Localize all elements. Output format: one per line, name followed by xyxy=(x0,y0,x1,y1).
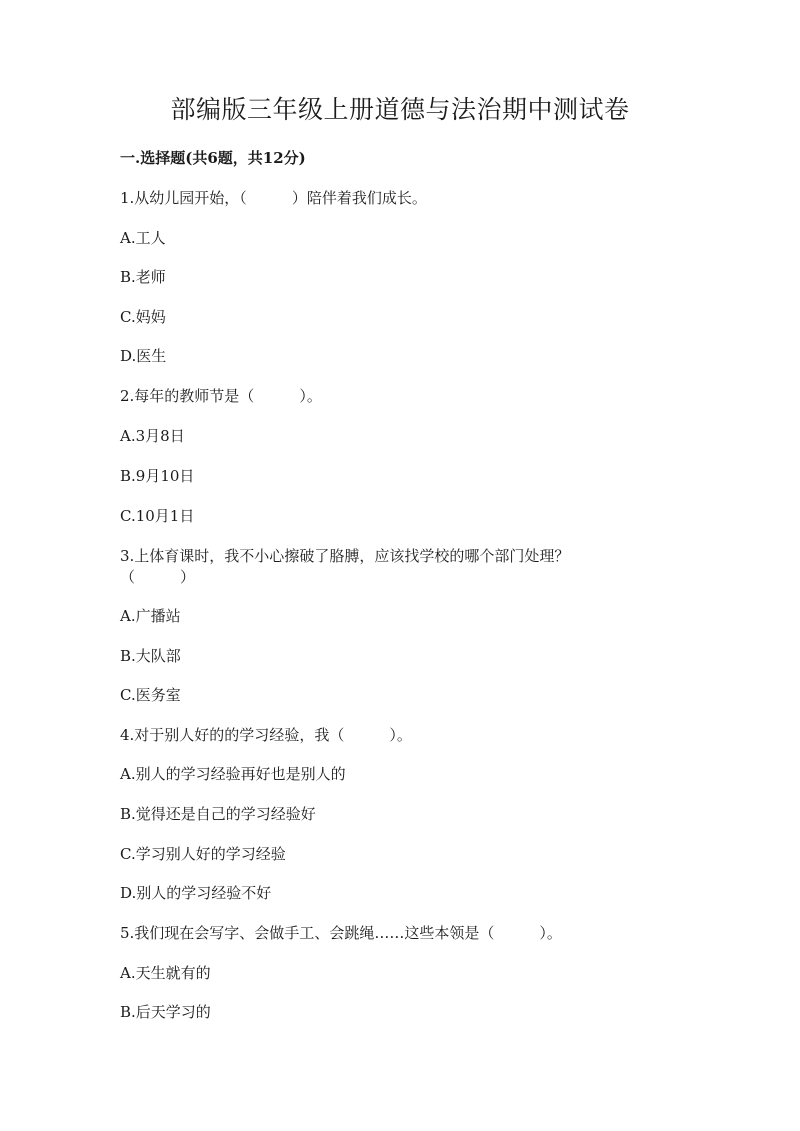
question-1-option-d: D.医生 xyxy=(120,347,167,365)
question-4-option-a: A.别人的学习经验再好也是别人的 xyxy=(120,765,346,783)
question-1-stem: 1.从幼儿园开始，（ ）陪伴着我们成长。 xyxy=(120,189,427,207)
question-2-option-a: A.3月8日 xyxy=(120,427,185,445)
question-1-option-b: B.老师 xyxy=(120,268,166,286)
page-title: 部编版三年级上册道德与法治期中测试卷 xyxy=(170,95,630,124)
question-3-option-c: C.医务室 xyxy=(120,686,181,704)
question-3-option-b: B.大队部 xyxy=(120,647,181,665)
question-2-stem: 2.每年的教师节是（ ）。 xyxy=(120,387,322,405)
question-3-stem-blank: （ ） xyxy=(120,568,196,586)
question-2-option-c: C.10月1日 xyxy=(120,507,195,525)
question-4-option-d: D.别人的学习经验不好 xyxy=(120,884,272,902)
question-5-stem: 5.我们现在会写字、会做手工、会跳绳……这些本领是（ ）。 xyxy=(120,924,562,942)
question-5-option-a: A.天生就有的 xyxy=(120,964,211,982)
section-heading: 一.选择题(共6题，共12分) xyxy=(120,149,306,167)
question-1-option-a: A.工人 xyxy=(120,229,166,247)
question-3-stem: 3.上体育课时，我不小心擦破了胳膊，应该找学校的哪个部门处理？ xyxy=(120,547,570,565)
question-3-option-a: A.广播站 xyxy=(120,607,181,625)
question-1-option-c: C.妈妈 xyxy=(120,308,166,326)
question-4-option-b: B.觉得还是自己的学习经验好 xyxy=(120,805,316,823)
question-5-option-b: B.后天学习的 xyxy=(120,1003,211,1021)
question-4-option-c: C.学习别人好的学习经验 xyxy=(120,845,286,863)
question-4-stem: 4.对于别人好的的学习经验，我（ ）。 xyxy=(120,726,412,744)
question-2-option-b: B.9月10日 xyxy=(120,467,195,485)
